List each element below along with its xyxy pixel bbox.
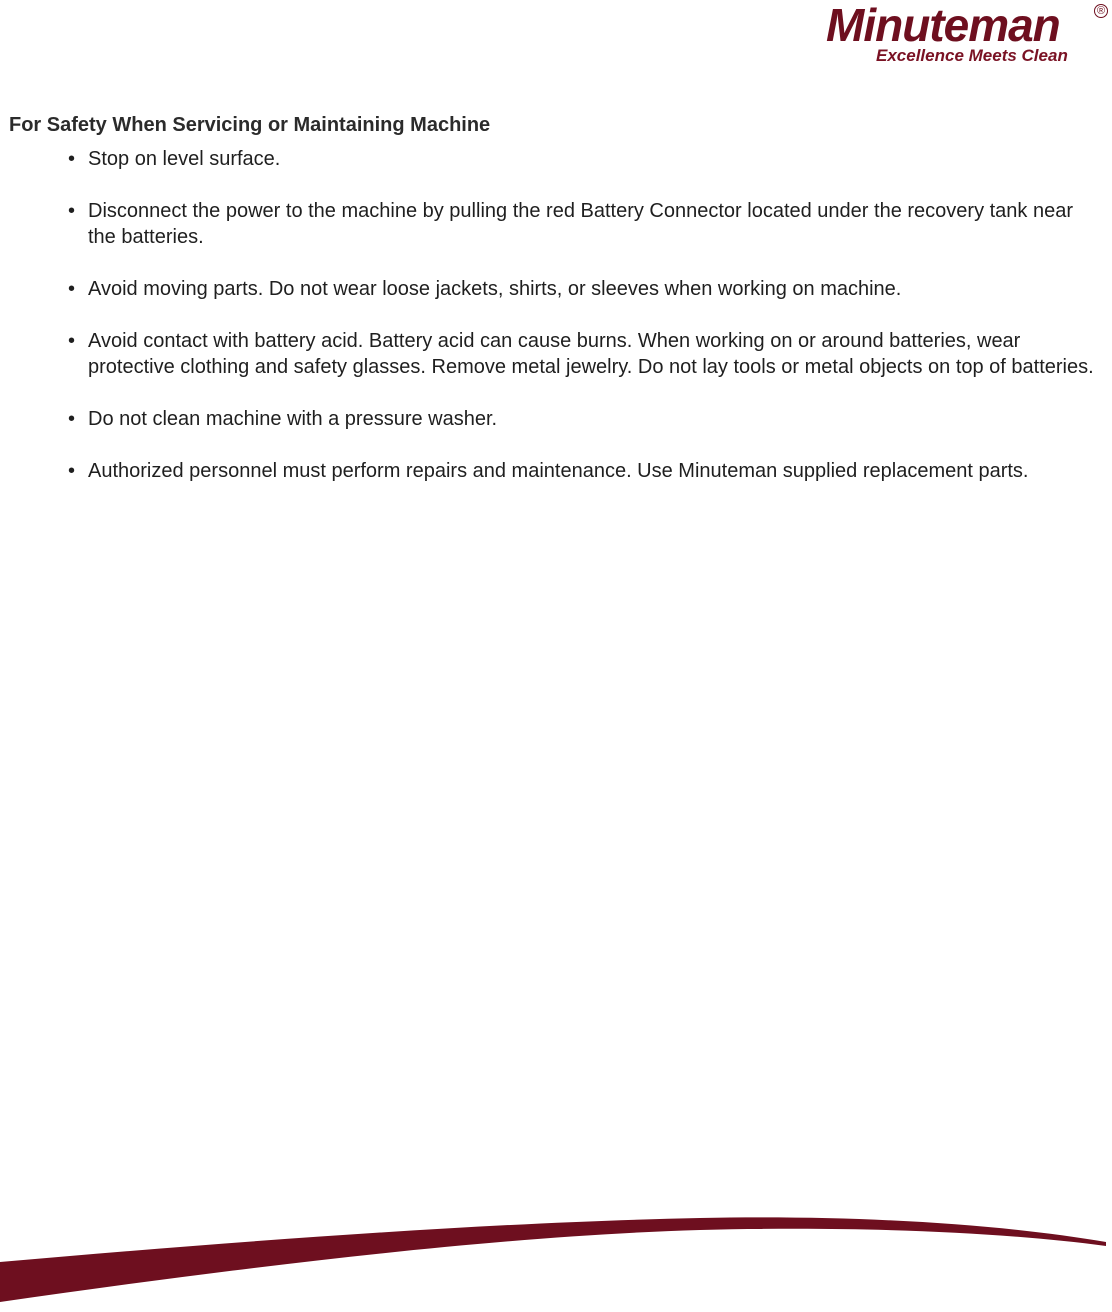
safety-item-text: Avoid contact with battery acid. Battery acid can cause burns. When working on or around batteries, wear protective clothing and safety glasses. Remove metal jewelry. Do not lay tools or metal objects on top of batteries. [88, 330, 1094, 378]
safety-item-text: Stop on level surface. [88, 148, 281, 170]
section-heading: For Safety When Servicing or Maintaining Machine [9, 114, 491, 136]
footer-swoosh-shape [0, 1217, 1106, 1302]
safety-item-text: Avoid moving parts. Do not wear loose jackets, shirts, or sleeves when working on machine. [88, 278, 902, 300]
bullet-icon: • [68, 148, 76, 170]
bullet-icon: • [68, 460, 76, 482]
bullet-icon: • [68, 408, 76, 430]
safety-list [66, 146, 1106, 510]
registered-mark: ® [1094, 4, 1108, 18]
safety-item [66, 276, 1106, 302]
safety-item [66, 458, 1106, 484]
footer-swoosh [0, 1210, 1112, 1312]
bullet-icon: • [68, 200, 76, 222]
safety-item [66, 146, 1106, 172]
bullet-icon: • [68, 330, 76, 352]
safety-item-text: Disconnect the power to the machine by pulling the red Battery Connector located under the recovery tank near the batteries. [88, 200, 1074, 248]
minuteman-logo [826, 2, 1110, 68]
safety-item-text: Authorized personnel must perform repairs and maintenance. Use Minuteman supplied replacement parts. [88, 460, 1029, 482]
safety-item [66, 198, 1106, 250]
bullet-icon: • [68, 278, 76, 300]
safety-item [66, 328, 1106, 380]
logo-tagline: Excellence Meets Clean [876, 46, 1068, 65]
safety-item [66, 406, 1106, 432]
safety-item-text: Do not clean machine with a pressure washer. [88, 408, 498, 430]
logo-wordmark: Minuteman [826, 0, 1060, 51]
